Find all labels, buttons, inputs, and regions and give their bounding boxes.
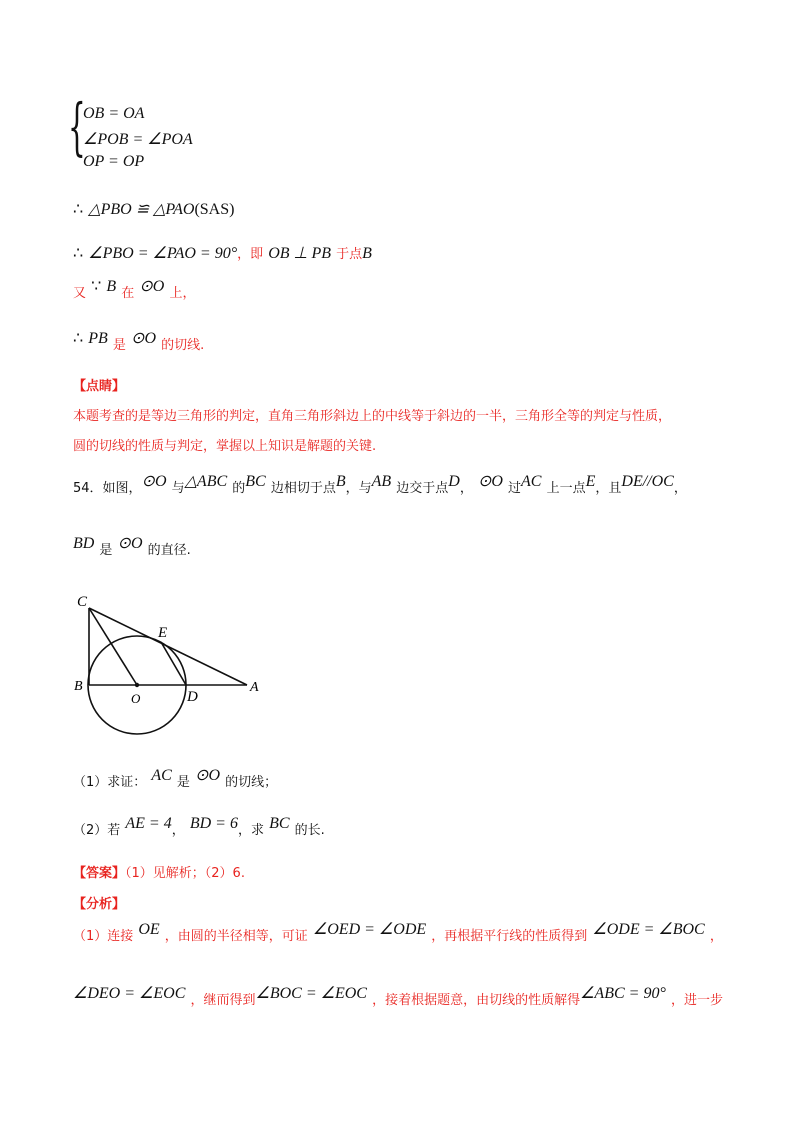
question-1: $_{(1)求证:}$ AC $_是$ ⊙O $_{的切线;}$ <box>73 767 278 790</box>
answer-text: （1）见解析；（2）6. <box>125 866 245 881</box>
problem-statement-line-1: $_{54.如图,}$⊙O $_与$△ABC $_的$BC $_{边相切于点}B_{,与}AB$ $_{边交于点}D_,$ ⊙O $_过$AC $_{上一点}E_{,且}DE//OC_,$ <box>73 473 687 496</box>
comment-text-line-1: 本题考查的是等边三角形的判定，直角三角形斜边上的中线等于斜边的一半，三角形全等的判定与性质， <box>73 409 672 424</box>
answer-heading: 【答案】 <box>73 866 126 881</box>
comment-text-line-2: 圆的切线的性质与判定，掌握以上知识是解题的关键. <box>73 439 377 454</box>
problem-statement-line-2: BD $_是$ ⊙O $_{的直径.}$ <box>73 535 191 558</box>
answer-line <box>73 862 245 881</box>
question-2: $_{(2)若}$ AE = $4_,$ BD = $6_{,求}$ BC $_{的长.}$ <box>73 815 325 838</box>
geometry-figure <box>72 590 272 760</box>
label-o: O <box>131 691 141 706</box>
analysis-line-1: $_{(1)连接}$ OE $_{,由圆的半径相等,可证}$ ∠OED = ∠ODE $_{,再根据平行线的性质得到}$ ∠ODE = ∠BOC $_,$ <box>73 921 723 944</box>
tangent-conclusion-line: ∴ PB $_是$ ⊙O $_{的切线.}$ <box>73 330 205 353</box>
left-brace: { <box>68 90 86 163</box>
congruence-line: ∴ △PBO ≌ △PAO(SAS) <box>73 201 235 218</box>
point-o <box>135 683 139 687</box>
label-b: B <box>74 679 83 694</box>
angle-line: ∴ ∠PBO = ∠PAO = 90°，即 OB ⊥ PB 于点B <box>73 245 372 262</box>
congruence-expr: △PBO ≌ △PAO <box>88 201 195 218</box>
equation-line-1: OB = OA <box>83 105 145 122</box>
circle-symbol: ⊙O <box>139 278 165 295</box>
label-c: C <box>77 594 88 610</box>
analysis-heading: 【分析】 <box>73 897 126 912</box>
congruence-reason: (SAS) <box>194 201 235 218</box>
label-d: D <box>187 689 198 705</box>
perpendicular-expr: OB ⊥ PB <box>268 245 332 262</box>
on-circle-line: $_又$ ∵ B $_在$ ⊙O $_{上,}$ <box>73 278 196 301</box>
comment-heading: 【点睛】 <box>73 379 126 394</box>
analysis-line-2: ∠DEO = ∠EOC $_{,继而得到}$∠BOC = ∠EOC $_{,接着根据题意,由切线的性质解得}$∠ABC = 90° $_{,进一步}$ <box>73 985 723 1008</box>
label-a: A <box>250 680 259 695</box>
equation-line-3: OP = OP <box>83 153 145 170</box>
label-e: E <box>158 625 168 641</box>
right-angle-expr: ∠PBO = ∠PAO = 90° <box>88 245 238 262</box>
equation-line-2: ∠POB = ∠POA <box>83 131 193 148</box>
